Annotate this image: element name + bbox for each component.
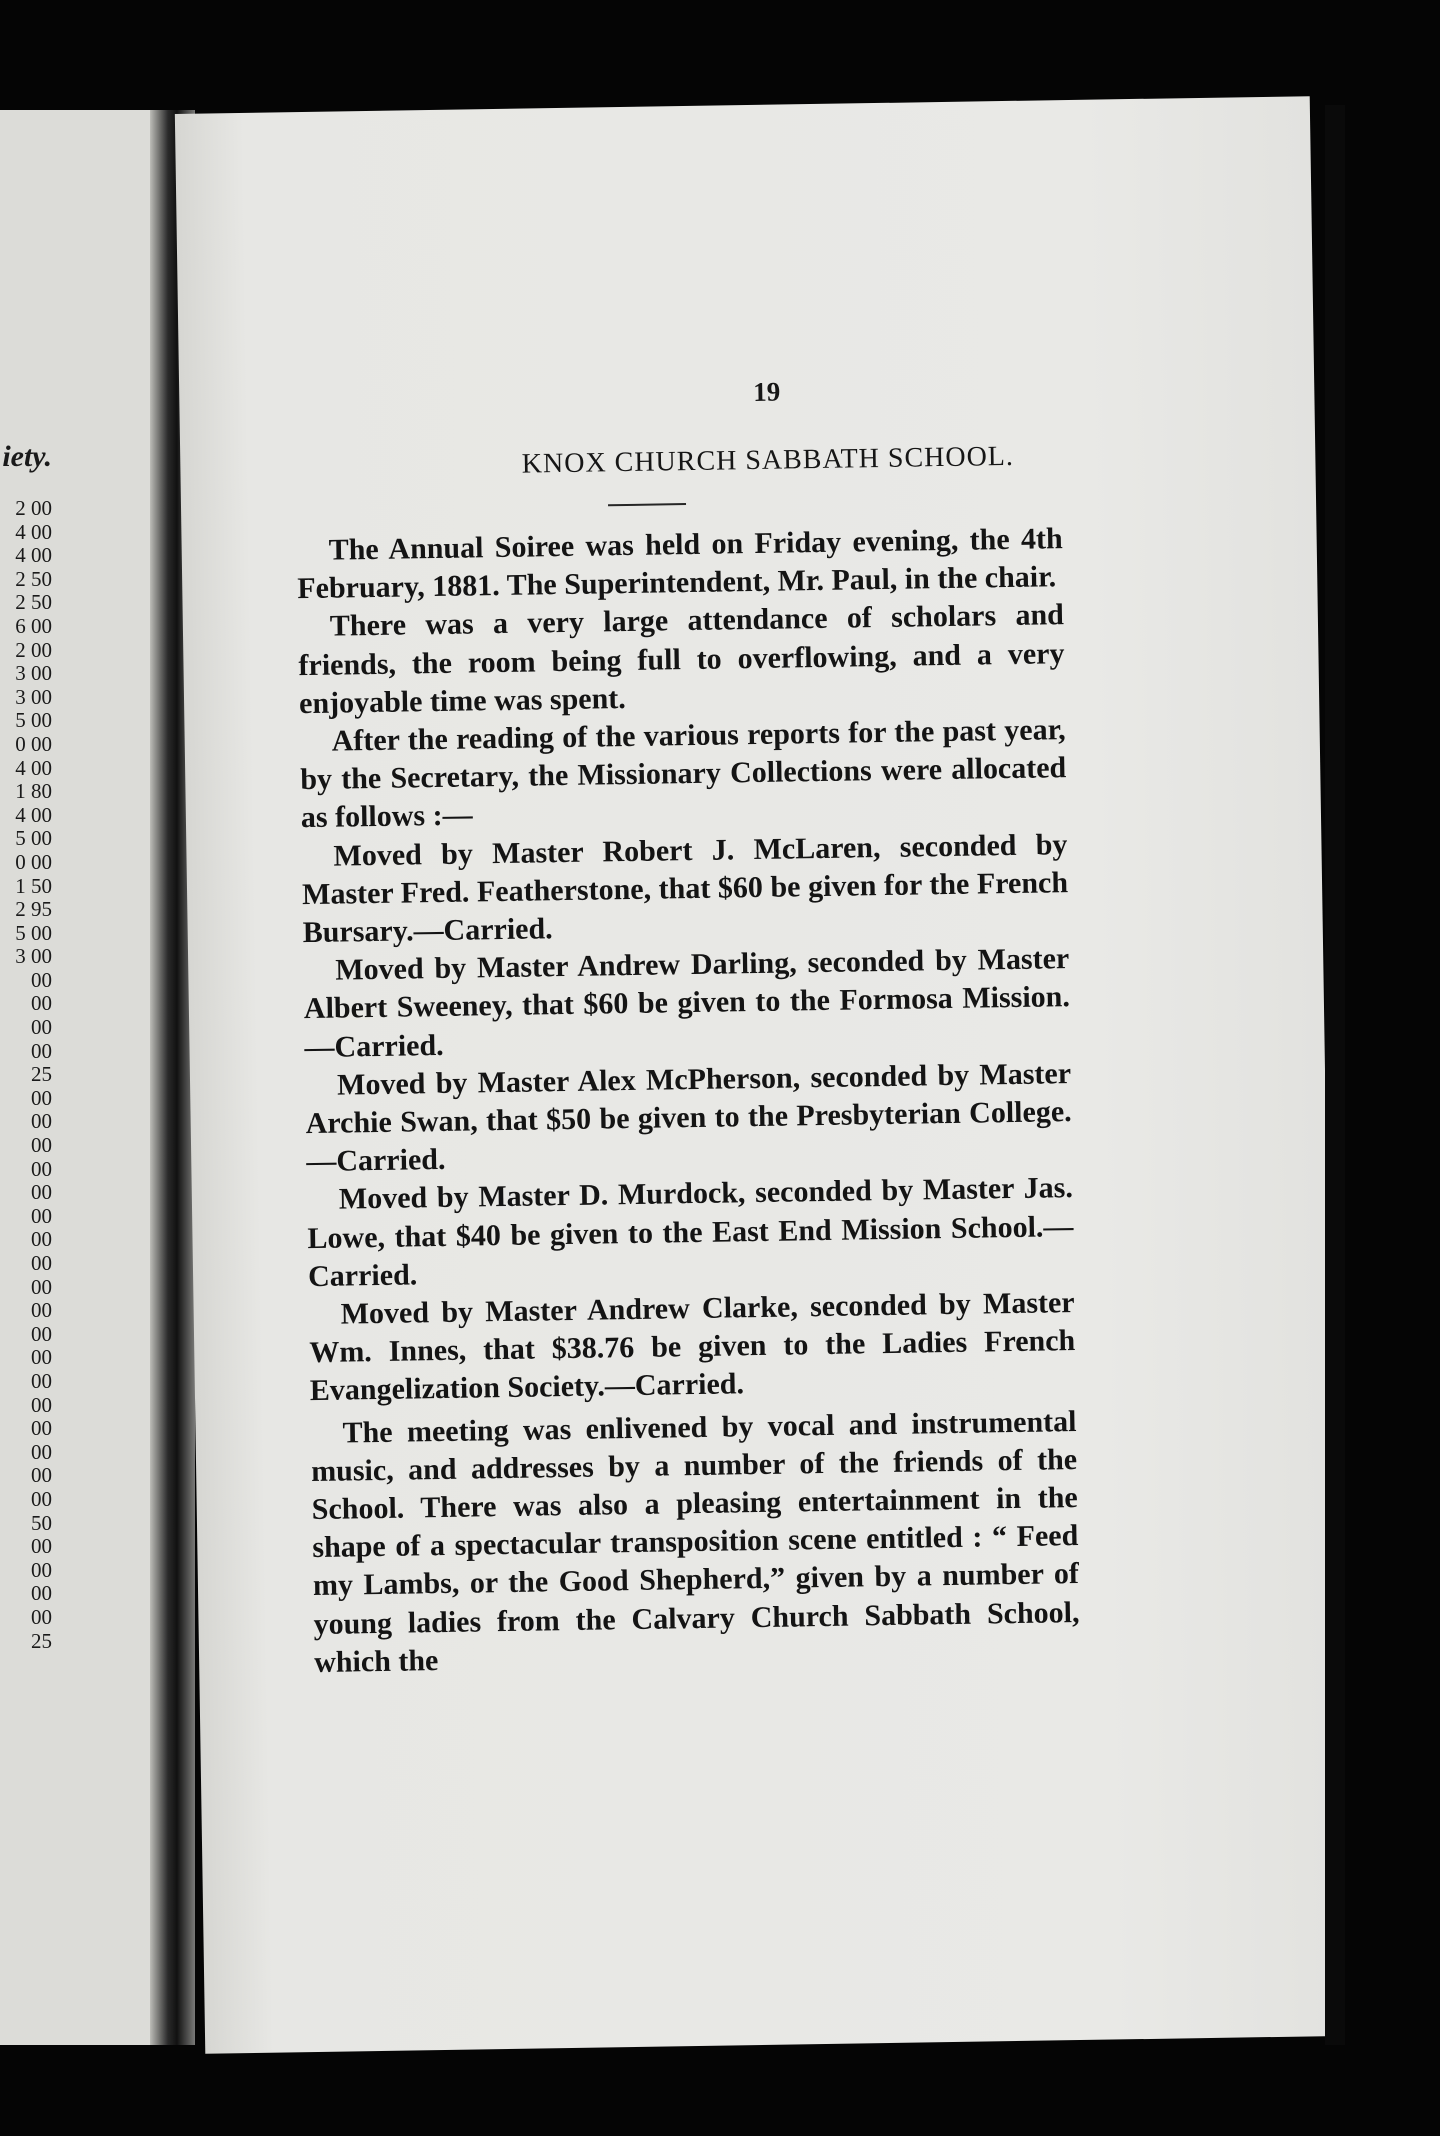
amount-entry: 00	[31, 1581, 52, 1606]
amount-entry: 00	[31, 1133, 52, 1158]
amount-entry: 3 00	[15, 684, 52, 709]
paragraph: Moved by Master D. Murdock, seconded by Master Jas. Lowe, that $40 be given to the East End Mission School.—Carried.	[307, 1171, 1074, 1293]
amount-entry: 00	[31, 1203, 52, 1228]
paragraph: Moved by Master Andrew Clarke, seconded by Master Wm. Innes, that $38.76 be given to the Ladies French Evangelization Society.—Carried.	[309, 1286, 1076, 1408]
amount-entry: 00	[31, 967, 52, 992]
amount-entry: 1 80	[15, 779, 52, 804]
amount-entry: 00	[31, 1534, 52, 1559]
page-number: 19	[753, 376, 781, 407]
amount-entry: 1 50	[15, 873, 52, 898]
amount-entry: 3 00	[15, 661, 52, 686]
paragraph: The Annual Soiree was held on Friday evening, the 4th February, 1881. The Superintendent, Mr. Paul, in the chair.	[297, 522, 1063, 606]
paragraph: Moved by Master Alex McPherson, seconded by Master Archie Swan, that $50 be given to the Presbyterian College.—Carried.	[305, 1056, 1072, 1179]
amount-entry: 50	[31, 1510, 52, 1535]
amount-entry: 5 00	[15, 708, 52, 733]
amount-entry: 00	[31, 1439, 52, 1464]
amount-entry: 5 00	[15, 920, 52, 945]
amount-entry: 00	[31, 1463, 52, 1488]
page-edge-shadow	[1325, 105, 1345, 2045]
amount-entry: 2 95	[15, 897, 52, 922]
amount-entry: 25	[31, 1062, 52, 1087]
paragraph: After the reading of the various reports for the past year, by the Secretary, the Missionary Collections were allocated as follows :—	[300, 713, 1067, 835]
paragraph: Moved by Master Andrew Darling, seconded by Master Albert Sweeney, that $60 be given to the Formosa Mission.—Carried.	[303, 942, 1071, 1064]
amount-entry: 0 00	[15, 849, 52, 874]
amount-entry: 00	[31, 1604, 52, 1629]
heading-rule	[608, 503, 686, 506]
amount-entry: 00	[31, 1180, 52, 1205]
amount-entry: 00	[31, 1416, 52, 1441]
amount-entry: 00	[31, 1345, 52, 1370]
amount-entry: 00	[31, 1085, 52, 1110]
amount-entry: 6 00	[15, 613, 52, 638]
amount-entry: 00	[31, 1298, 52, 1323]
amount-entry: 4 00	[15, 755, 52, 780]
amount-entry: 0 00	[15, 731, 52, 756]
amount-entry: 00	[31, 1368, 52, 1393]
amount-entry: 00	[31, 1015, 52, 1040]
book-page	[175, 96, 1340, 2054]
amount-entry: 2 50	[15, 590, 52, 615]
amount-entry: 00	[31, 1274, 52, 1299]
amount-entry: 00	[31, 1156, 52, 1181]
amount-entry: 4 00	[15, 543, 52, 568]
paragraph: There was a very large attendance of scholars and friends, the room being full to overflowing, and a very enjoyable time was spent.	[298, 598, 1065, 720]
amount-entry: 5 00	[15, 826, 52, 851]
body-text	[296, 520, 1080, 1682]
previous-page-title-fragment: iety.	[2, 440, 52, 473]
paragraph: Moved by Master Robert J. McLaren, seconded by Master Fred. Featherstone, that $60 be given for the French Bursary.—Carried.	[301, 827, 1069, 950]
amount-entry: 00	[31, 1227, 52, 1252]
amount-entry: 3 00	[15, 944, 52, 969]
amount-entry: 00	[31, 1557, 52, 1582]
amount-entry: 4 00	[15, 519, 52, 544]
amount-entry: 2 50	[15, 566, 52, 591]
amount-entry: 00	[31, 1486, 52, 1511]
amount-entry: 00	[31, 1321, 52, 1346]
amount-entry: 00	[31, 1392, 52, 1417]
amount-entry: 4 00	[15, 802, 52, 827]
amount-entry: 00	[31, 991, 52, 1016]
previous-page-amount-column	[15, 497, 52, 1653]
amount-entry: 25	[31, 1628, 52, 1653]
amount-entry: 00	[31, 1038, 52, 1063]
amount-entry: 00	[31, 1109, 52, 1134]
section-heading: KNOX CHURCH SABBATH SCHOOL.	[521, 440, 1015, 480]
amount-entry: 2 00	[15, 637, 52, 662]
paragraph: The meeting was enlivened by vocal and instrumental music, and addresses by a number of the friends of the School. There was also a pleasing entertainment in the shape of a spectacular transposition scene entitled : “ Feed my Lambs, or the Good Shepherd,” given by a number of young ladies from the Calvary Church Sabbath School, which the	[310, 1404, 1080, 1679]
amount-entry: 2 00	[15, 496, 52, 520]
previous-page	[0, 110, 150, 2045]
amount-entry: 00	[31, 1251, 52, 1275]
